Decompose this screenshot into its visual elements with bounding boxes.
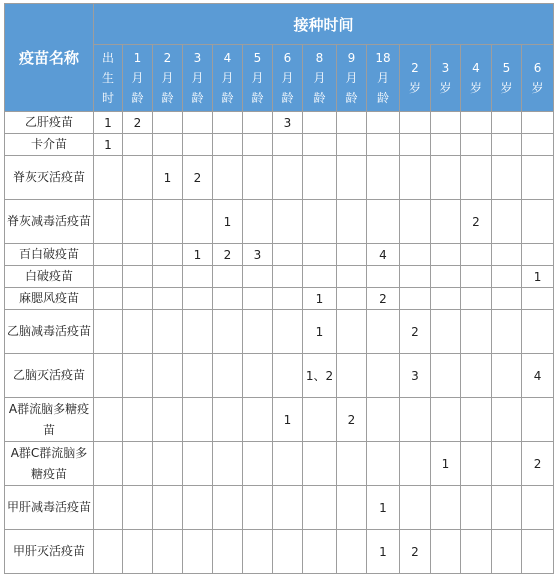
dose-cell <box>367 156 400 200</box>
age-header-12 <box>461 45 492 112</box>
table-row <box>5 486 554 530</box>
vaccine-name-cell: A群C群流脑多糖疫苗 <box>5 442 94 486</box>
dose-cell <box>337 112 367 134</box>
age-header-9 <box>367 45 400 112</box>
age-header-char: 时 <box>101 91 114 105</box>
dose-cell <box>303 530 337 574</box>
dose-cell <box>303 398 337 442</box>
age-header-char: 5 <box>253 51 262 65</box>
age-header-char: 岁 <box>408 81 421 95</box>
dose-cell <box>213 530 243 574</box>
age-header-char: 月 <box>376 71 389 85</box>
dose-cell <box>337 134 367 156</box>
dose-cell <box>492 244 522 266</box>
dose-cell: 2 <box>337 398 367 442</box>
dose-cell <box>367 112 400 134</box>
dose-cell: 1 <box>273 398 303 442</box>
dose-cell <box>153 530 183 574</box>
dose-cell <box>367 398 400 442</box>
dose-cell: 1 <box>213 200 243 244</box>
dose-cell <box>400 398 431 442</box>
dose-cell <box>431 530 461 574</box>
dose-cell <box>461 156 492 200</box>
dose-cell <box>213 310 243 354</box>
dose-cell <box>461 486 492 530</box>
dose-cell <box>183 200 213 244</box>
dose-cell <box>431 354 461 398</box>
dose-cell <box>522 398 554 442</box>
dose-cell <box>431 200 461 244</box>
dose-cell <box>243 398 273 442</box>
table-row <box>5 244 554 266</box>
dose-cell: 2 <box>367 288 400 310</box>
dose-cell <box>243 134 273 156</box>
age-header-char: 生 <box>101 71 114 85</box>
age-header-char: 月 <box>191 71 204 85</box>
table-row <box>5 156 554 200</box>
age-header-char: 龄 <box>313 91 326 105</box>
dose-cell: 1 <box>367 530 400 574</box>
age-header-char: 岁 <box>439 81 452 95</box>
dose-cell <box>273 266 303 288</box>
age-header-char: 龄 <box>191 91 204 105</box>
dose-cell <box>492 156 522 200</box>
dose-cell: 1 <box>94 134 123 156</box>
dose-cell <box>367 310 400 354</box>
dose-cell <box>213 354 243 398</box>
dose-cell <box>153 486 183 530</box>
dose-cell <box>243 266 273 288</box>
dose-cell <box>94 442 123 486</box>
age-header-1 <box>123 45 153 112</box>
dose-cell <box>243 310 273 354</box>
table-row <box>5 112 554 134</box>
dose-cell <box>213 112 243 134</box>
dose-cell <box>522 112 554 134</box>
dose-cell <box>337 266 367 288</box>
dose-cell <box>337 288 367 310</box>
dose-cell <box>243 486 273 530</box>
age-header-char: 龄 <box>221 91 234 105</box>
age-header-char: 月 <box>161 71 174 85</box>
dose-cell <box>367 266 400 288</box>
dose-cell <box>243 200 273 244</box>
dose-cell <box>153 266 183 288</box>
age-header-char: 3 <box>193 51 202 65</box>
age-header-7 <box>303 45 337 112</box>
dose-cell <box>461 442 492 486</box>
dose-cell <box>367 354 400 398</box>
dose-cell <box>303 442 337 486</box>
dose-cell <box>153 244 183 266</box>
dose-cell <box>213 156 243 200</box>
age-header-char: 2 <box>163 51 172 65</box>
dose-cell: 3 <box>243 244 273 266</box>
dose-cell <box>183 354 213 398</box>
dose-cell <box>400 288 431 310</box>
dose-cell <box>123 486 153 530</box>
age-header-char: 出 <box>101 51 114 65</box>
dose-cell <box>243 354 273 398</box>
dose-cell <box>123 244 153 266</box>
dose-cell: 1 <box>431 442 461 486</box>
age-header-char: 月 <box>251 71 264 85</box>
vaccine-name-cell: 百白破疫苗 <box>5 244 94 266</box>
dose-cell: 2 <box>183 156 213 200</box>
dose-cell <box>183 266 213 288</box>
age-header-char: 月 <box>345 71 358 85</box>
dose-cell: 1 <box>367 486 400 530</box>
dose-cell <box>273 442 303 486</box>
dose-cell <box>183 134 213 156</box>
dose-cell <box>123 266 153 288</box>
dose-cell <box>94 288 123 310</box>
age-header-char: 月 <box>221 71 234 85</box>
age-header-char: 6 <box>533 61 542 75</box>
dose-cell <box>522 310 554 354</box>
age-header-10 <box>400 45 431 112</box>
age-header-char: 4 <box>223 51 232 65</box>
dose-cell <box>183 112 213 134</box>
table-row <box>5 442 554 486</box>
age-header-char: 4 <box>472 61 480 75</box>
dose-cell <box>303 486 337 530</box>
dose-cell <box>461 288 492 310</box>
dose-cell <box>337 442 367 486</box>
dose-cell: 1 <box>94 112 123 134</box>
age-header-6 <box>273 45 303 112</box>
dose-cell <box>400 156 431 200</box>
dose-cell <box>123 156 153 200</box>
age-header-char: 龄 <box>251 91 264 105</box>
table-row <box>5 134 554 156</box>
dose-cell <box>243 112 273 134</box>
dose-cell <box>337 486 367 530</box>
dose-cell <box>367 134 400 156</box>
dose-cell <box>431 244 461 266</box>
dose-cell <box>213 398 243 442</box>
dose-cell: 2 <box>522 442 554 486</box>
age-header-char: 1 <box>133 51 142 65</box>
dose-cell <box>522 244 554 266</box>
dose-cell <box>273 156 303 200</box>
dose-cell <box>273 486 303 530</box>
vaccine-name-cell: 甲肝灭活疫苗 <box>5 530 94 574</box>
dose-cell <box>337 354 367 398</box>
dose-cell <box>183 288 213 310</box>
dose-cell: 2 <box>461 200 492 244</box>
dose-cell: 1 <box>303 310 337 354</box>
dose-cell <box>94 398 123 442</box>
dose-cell <box>337 244 367 266</box>
table-row <box>5 530 554 574</box>
dose-cell <box>153 354 183 398</box>
dose-cell <box>492 134 522 156</box>
dose-cell <box>153 200 183 244</box>
dose-cell <box>273 310 303 354</box>
dose-cell <box>153 134 183 156</box>
age-header-char: 月 <box>313 71 326 85</box>
dose-cell: 3 <box>400 354 431 398</box>
dose-cell: 1、2 <box>303 354 337 398</box>
dose-cell: 2 <box>213 244 243 266</box>
age-header-char: 龄 <box>376 91 389 105</box>
age-header-11 <box>431 45 461 112</box>
dose-cell <box>400 266 431 288</box>
dose-cell: 4 <box>522 354 554 398</box>
vaccine-name-cell: 乙肝疫苗 <box>5 112 94 134</box>
vaccination-time-header: 接种时间 <box>94 4 554 45</box>
dose-cell <box>303 134 337 156</box>
dose-cell <box>123 530 153 574</box>
dose-cell <box>303 266 337 288</box>
dose-cell <box>94 354 123 398</box>
dose-cell: 1 <box>183 244 213 266</box>
dose-cell <box>123 310 153 354</box>
dose-cell: 2 <box>400 310 431 354</box>
dose-cell <box>492 288 522 310</box>
age-header-char: 月 <box>131 71 144 85</box>
dose-cell <box>431 134 461 156</box>
dose-cell <box>522 200 554 244</box>
dose-cell <box>431 266 461 288</box>
dose-cell <box>492 530 522 574</box>
dose-cell <box>461 398 492 442</box>
age-header-char: 2 <box>411 61 419 75</box>
age-header-char: 龄 <box>345 91 358 105</box>
age-header-8 <box>337 45 367 112</box>
dose-cell <box>400 442 431 486</box>
dose-cell: 2 <box>400 530 431 574</box>
dose-cell: 3 <box>273 112 303 134</box>
vaccine-name-cell: 乙脑减毒活疫苗 <box>5 310 94 354</box>
dose-cell <box>400 134 431 156</box>
dose-cell <box>303 244 337 266</box>
dose-cell: 2 <box>123 112 153 134</box>
dose-cell <box>183 398 213 442</box>
dose-cell <box>337 156 367 200</box>
dose-cell <box>273 244 303 266</box>
dose-cell <box>153 288 183 310</box>
dose-cell <box>123 134 153 156</box>
table-row <box>5 310 554 354</box>
dose-cell <box>431 156 461 200</box>
dose-cell <box>183 442 213 486</box>
age-header-char: 岁 <box>531 81 544 95</box>
dose-cell <box>273 530 303 574</box>
dose-cell <box>123 442 153 486</box>
dose-cell <box>153 112 183 134</box>
dose-cell <box>153 310 183 354</box>
table-row <box>5 354 554 398</box>
age-header-2 <box>153 45 183 112</box>
dose-cell <box>303 112 337 134</box>
dose-cell <box>123 288 153 310</box>
dose-cell <box>213 486 243 530</box>
dose-cell: 4 <box>367 244 400 266</box>
dose-cell <box>367 200 400 244</box>
dose-cell: 1 <box>303 288 337 310</box>
dose-cell <box>303 200 337 244</box>
age-header-14 <box>522 45 554 112</box>
dose-cell <box>213 134 243 156</box>
vaccine-name-cell: 麻腮风疫苗 <box>5 288 94 310</box>
dose-cell <box>461 266 492 288</box>
dose-cell <box>461 244 492 266</box>
dose-cell <box>94 530 123 574</box>
dose-cell <box>492 310 522 354</box>
dose-cell <box>213 266 243 288</box>
vaccine-name-cell: 白破疫苗 <box>5 266 94 288</box>
dose-cell <box>243 442 273 486</box>
age-header-char: 9 <box>347 51 356 65</box>
age-header-3 <box>183 45 213 112</box>
age-header-char: 8 <box>315 51 324 65</box>
dose-cell <box>522 134 554 156</box>
dose-cell <box>400 200 431 244</box>
age-header-char: 3 <box>441 61 450 75</box>
dose-cell <box>522 486 554 530</box>
dose-cell <box>243 156 273 200</box>
age-header-char: 龄 <box>131 91 144 105</box>
dose-cell <box>213 288 243 310</box>
dose-cell <box>183 310 213 354</box>
vaccine-name-cell: 乙脑灭活疫苗 <box>5 354 94 398</box>
age-header-char: 龄 <box>281 91 294 105</box>
dose-cell <box>183 486 213 530</box>
dose-cell <box>492 266 522 288</box>
age-header-0 <box>94 45 123 112</box>
dose-cell <box>431 486 461 530</box>
dose-cell <box>183 530 213 574</box>
age-header-char: 月 <box>281 71 294 85</box>
dose-cell: 1 <box>522 266 554 288</box>
dose-cell <box>94 200 123 244</box>
dose-cell <box>337 200 367 244</box>
dose-cell <box>123 200 153 244</box>
age-header-char: 岁 <box>469 81 482 95</box>
dose-cell <box>273 200 303 244</box>
vaccine-name-cell: 甲肝减毒活疫苗 <box>5 486 94 530</box>
dose-cell <box>492 112 522 134</box>
dose-cell <box>153 442 183 486</box>
dose-cell <box>273 288 303 310</box>
dose-cell <box>337 310 367 354</box>
age-header-5 <box>243 45 273 112</box>
dose-cell <box>367 442 400 486</box>
dose-cell <box>492 354 522 398</box>
vaccine-name-cell: 脊灰灭活疫苗 <box>5 156 94 200</box>
dose-cell <box>273 354 303 398</box>
dose-cell <box>492 398 522 442</box>
dose-cell <box>522 530 554 574</box>
vaccination-schedule-table <box>4 3 554 574</box>
dose-cell <box>94 244 123 266</box>
dose-cell <box>213 442 243 486</box>
dose-cell <box>94 486 123 530</box>
dose-cell <box>94 156 123 200</box>
vaccine-name-cell: 脊灰减毒活疫苗 <box>5 200 94 244</box>
age-header-char: 龄 <box>161 91 174 105</box>
dose-cell <box>431 310 461 354</box>
dose-cell <box>337 530 367 574</box>
age-header-char: 5 <box>502 61 511 75</box>
dose-cell <box>431 112 461 134</box>
dose-cell <box>153 398 183 442</box>
dose-cell <box>243 530 273 574</box>
dose-cell <box>273 134 303 156</box>
dose-cell <box>492 486 522 530</box>
dose-cell <box>461 112 492 134</box>
age-header-4 <box>213 45 243 112</box>
table-row <box>5 200 554 244</box>
dose-cell <box>94 266 123 288</box>
vaccine-name-header: 疫苗名称 <box>5 4 94 112</box>
dose-cell <box>522 156 554 200</box>
dose-cell <box>400 486 431 530</box>
dose-cell <box>123 354 153 398</box>
dose-cell <box>400 112 431 134</box>
dose-cell: 1 <box>153 156 183 200</box>
table-row <box>5 288 554 310</box>
dose-cell <box>492 200 522 244</box>
dose-cell <box>303 156 337 200</box>
dose-cell <box>400 244 431 266</box>
table-row <box>5 398 554 442</box>
dose-cell <box>522 288 554 310</box>
table-row <box>5 266 554 288</box>
age-header-13 <box>492 45 522 112</box>
dose-cell <box>123 398 153 442</box>
dose-cell <box>492 442 522 486</box>
dose-cell <box>431 398 461 442</box>
age-header-char: 岁 <box>500 81 513 95</box>
dose-cell <box>461 530 492 574</box>
vaccine-name-cell: A群流脑多糖疫苗 <box>5 398 94 442</box>
dose-cell <box>243 288 273 310</box>
dose-cell <box>461 134 492 156</box>
dose-cell <box>461 354 492 398</box>
age-header-char: 6 <box>283 51 292 65</box>
dose-cell <box>431 288 461 310</box>
dose-cell <box>94 310 123 354</box>
age-header-char: 18 <box>375 51 391 65</box>
vaccine-name-cell: 卡介苗 <box>5 134 94 156</box>
dose-cell <box>461 310 492 354</box>
